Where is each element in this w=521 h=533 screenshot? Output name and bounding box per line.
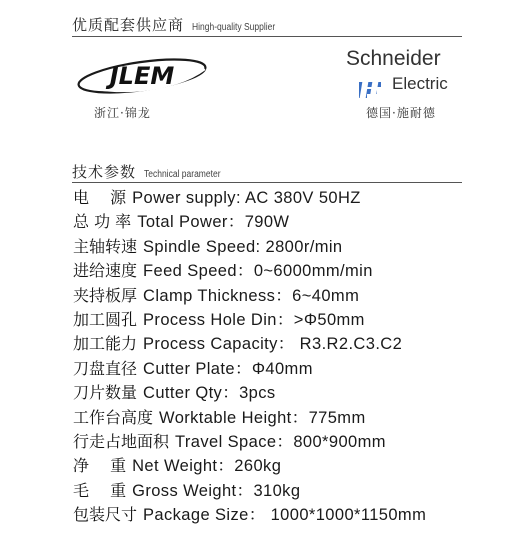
schneider-se-icon — [355, 76, 385, 104]
spec-label-cn: 刀片数量 — [73, 383, 138, 403]
parameter-header-en: Technical parameter — [144, 169, 221, 180]
spec-value-en: Net Weight：260kg — [132, 457, 282, 476]
spec-value-en: Worktable Height：775mm — [159, 408, 366, 427]
spec-label-cn: 净 重 — [73, 456, 127, 476]
spec-value-en: Total Power：790W — [137, 213, 290, 232]
spec-value-en: Clamp Thickness：6~40mm — [143, 286, 360, 305]
spec-label-cn: 工作台高度 — [73, 407, 154, 427]
spec-row-net-weight — [73, 454, 426, 478]
supplier-header-en: Hingh-quality Supplier — [192, 22, 276, 33]
spec-label-cn: 进给速度 — [73, 261, 138, 281]
spec-row-total-power — [73, 210, 426, 234]
spec-value-en: Cutter Qty：3pcs — [143, 384, 276, 403]
spec-label-cn: 包装尺寸 — [73, 505, 138, 525]
spec-value-en: Spindle Speed: 2800r/min — [143, 237, 343, 256]
parameter-section-header — [72, 161, 234, 182]
spec-row-clamp-thickness — [73, 284, 426, 308]
spec-value-en: Cutter Plate：Φ40mm — [143, 359, 313, 378]
spec-label-cn: 加工能力 — [73, 334, 138, 354]
spec-label-cn: 行走占地面积 — [73, 431, 170, 451]
spec-label-cn: 刀盘直径 — [73, 358, 138, 378]
jlem-caption: 浙江·锦龙 — [94, 106, 151, 120]
spec-row-travel-space — [73, 430, 426, 454]
spec-row-cutter-qty — [73, 381, 426, 405]
spec-label-cn: 电 源 — [73, 188, 127, 207]
spec-row-power-supply — [73, 186, 426, 210]
spec-row-cutter-plate — [73, 357, 426, 381]
spec-row-package-size — [73, 503, 426, 527]
parameter-header-cn: 技术参数 — [72, 163, 137, 181]
jlem-logo-text: JLEM — [109, 62, 175, 90]
spec-value-en: Gross Weight：310kg — [132, 481, 301, 500]
spec-value-en: Package Size： 1000*1000*1150mm — [143, 506, 427, 525]
schneider-caption: 德国·施耐德 — [366, 106, 436, 120]
spec-row-process-hole — [73, 308, 426, 332]
supplier-header-divider — [72, 36, 462, 37]
supplier-section-header — [72, 14, 290, 35]
spec-label-cn: 毛 重 — [73, 480, 127, 500]
spec-label-cn: 主轴转速 — [73, 236, 138, 256]
spec-value-en: Power supply: AC 380V 50HZ — [132, 189, 361, 207]
jlem-logo — [72, 54, 212, 98]
spec-label-cn: 夹持板厚 — [73, 285, 138, 305]
spec-row-spindle-speed — [73, 235, 426, 259]
spec-value-en: Process Hole Din：>Φ50mm — [143, 310, 365, 329]
spec-row-process-capacity — [73, 332, 426, 356]
parameter-header-divider — [72, 182, 462, 183]
spec-value-en: Feed Speed：0~6000mm/min — [143, 262, 373, 281]
spec-value-en: Travel Space：800*900mm — [175, 432, 386, 451]
supplier-header-cn: 优质配套供应商 — [72, 16, 185, 34]
spec-row-worktable-height — [73, 406, 426, 430]
spec-label-cn: 总 功 率 — [73, 212, 132, 232]
spec-row-feed-speed — [73, 259, 426, 283]
spec-value-en: Process Capacity： R3.R2.C3.C2 — [143, 335, 403, 354]
spec-list — [73, 186, 426, 527]
spec-row-gross-weight — [73, 479, 426, 503]
schneider-logo-text: Schneider — [346, 47, 441, 70]
spec-label-cn: 加工圆孔 — [73, 309, 138, 329]
schneider-logo-sub: Electric — [392, 74, 448, 93]
